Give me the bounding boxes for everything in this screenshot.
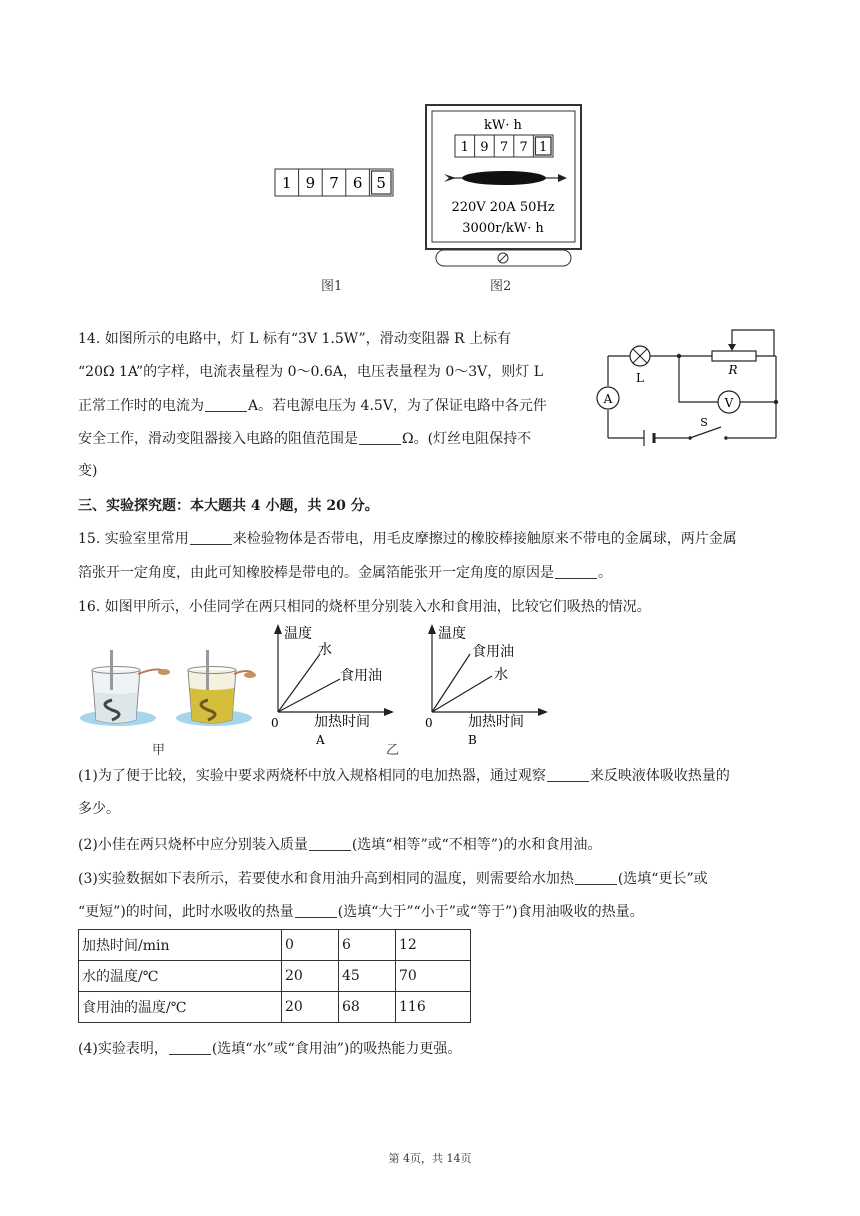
answer-blank[interactable] — [295, 903, 337, 918]
fig1-digit: 1 — [282, 174, 292, 192]
q16-p3-line-2 — [78, 902, 644, 922]
meter-spec-1: 220V 20A 50Hz — [451, 200, 555, 215]
q14-line-4 — [78, 429, 531, 449]
meter-unit: kW· h — [484, 118, 522, 133]
fig2-caption: 图2 — [490, 279, 512, 294]
table-cell: 0 — [282, 930, 339, 961]
q16-p2 — [78, 835, 601, 855]
fig2-digit: 7 — [499, 140, 509, 155]
fig1-caption: 图1 — [321, 279, 343, 294]
q15-line-1-text-a: 15. 实验室里常用 — [78, 531, 189, 547]
switch-label: S — [700, 416, 708, 429]
table-row — [79, 961, 471, 992]
answer-blank[interactable] — [555, 564, 597, 579]
q16-p2-text-a: (2)小佳在两只烧杯中应分别装入质量 — [78, 837, 308, 853]
graph-b-xlabel: 加热时间 — [468, 714, 524, 730]
q14-line-2: “20Ω 1A”的字样，电流表量程为 0～0.6A，电压表量程为 0～3V，则灯 L — [78, 364, 543, 380]
lamp-label: L — [636, 371, 644, 385]
graph-b-lower-line-label: 水 — [494, 667, 508, 683]
table-cell: 加热时间/min — [79, 930, 282, 961]
q16-p3-text-c: “更短”)的时间，此时水吸收的热量 — [78, 904, 294, 920]
figure-1 — [274, 168, 396, 198]
electricity-meter — [424, 104, 584, 270]
figure-jia-label: 甲 — [152, 743, 166, 758]
q14-line-4-text-a: 安全工作，滑动变阻器接入电路的阻值范围是 — [78, 431, 358, 447]
ammeter-label: A — [603, 392, 613, 406]
q16-p4 — [78, 1039, 461, 1059]
section-3-heading: 三、实验探究题：本大题共 4 小题，共 20 分。 — [78, 498, 379, 514]
q14-line-1: 14. 如图所示的电路中，灯 L 标有“3V 1.5W”，滑动变阻器 R 上标有 — [78, 331, 512, 347]
q16-p1-line-2: 多少。 — [78, 801, 120, 817]
table-cell: 12 — [396, 930, 471, 961]
graph-a-xlabel: 加热时间 — [314, 714, 370, 730]
table-cell: 70 — [396, 961, 471, 992]
answer-blank[interactable] — [169, 1040, 211, 1055]
q16-p4-text-b: (选填“水”或“食用油”)的吸热能力更强。 — [211, 1041, 462, 1057]
answer-blank[interactable] — [205, 397, 247, 412]
table-cell: 68 — [339, 992, 396, 1023]
graph-b-upper-line-label: 食用油 — [472, 644, 514, 660]
fig2-digit: 7 — [519, 140, 528, 155]
graph-b-ylabel: 温度 — [438, 626, 466, 642]
graph-a — [268, 624, 398, 749]
q14-line-3 — [78, 396, 547, 416]
q15-line-1 — [78, 529, 737, 549]
q16-p3-text-a: (3)实验数据如下表所示，若要使水和食用油升高到相同的温度，则需要给水加热 — [78, 871, 574, 887]
graph-a-lower-line-label: 食用油 — [340, 668, 382, 684]
q14-line-3-text-a: 正常工作时的电流为 — [78, 398, 204, 414]
fig2-digit: 1 — [539, 140, 548, 155]
q16-p3-text-b: (选填“更长”或 — [617, 871, 708, 887]
q15-line-2-text-b: 。 — [598, 565, 612, 581]
graph-b-name: B — [468, 733, 477, 747]
table-cell: 116 — [396, 992, 471, 1023]
q15-line-2-text-a: 箔张开一定角度，由此可知橡胶棒是带电的。金属箔能张开一定角度的原因是 — [78, 565, 554, 581]
answer-blank[interactable] — [309, 836, 351, 851]
circuit-diagram — [590, 326, 790, 454]
figure-yi-label: 乙 — [386, 743, 400, 758]
fig1-digit: 6 — [352, 174, 363, 192]
q15-line-2 — [78, 563, 612, 583]
q15-line-1-text-b: 来检验物体是否带电，用毛皮摩擦过的橡胶棒接触原来不带电的金属球，两片金属 — [232, 531, 737, 547]
figure-2 — [424, 104, 584, 270]
page-footer: 第 4页，共 14页 — [388, 1152, 472, 1165]
table-cell: 20 — [282, 992, 339, 1023]
q16-p4-text-a: (4)实验表明， — [78, 1041, 168, 1057]
graph-b — [422, 624, 552, 749]
rheostat-label: R — [728, 363, 738, 377]
table-cell: 食用油的温度/℃ — [79, 992, 282, 1023]
answer-blank[interactable] — [190, 530, 232, 545]
table-cell: 20 — [282, 961, 339, 992]
data-table — [78, 929, 471, 1023]
graph-a-name: A — [316, 733, 325, 747]
fig1-digit: 5 — [376, 174, 386, 192]
table-cell: 6 — [339, 930, 396, 961]
q16-p1-text-b: 来反映液体吸收热量的 — [589, 768, 730, 784]
q14-line-3-text-b: A。若电源电压为 4.5V，为了保证电路中各元件 — [248, 398, 547, 414]
meter-spec-2: 3000r/kW· h — [462, 221, 544, 236]
meter-digits-fig1 — [274, 168, 396, 198]
q14-line-4-text-b: Ω。(灯丝电阻保持不 — [402, 431, 532, 447]
q16-p2-text-b: (选填“相等”或“不相等”)的水和食用油。 — [351, 837, 602, 853]
fig1-digit: 7 — [329, 174, 339, 192]
graph-a-upper-line-label: 水 — [318, 642, 332, 658]
fig2-digit: 9 — [480, 140, 489, 155]
q16-p3-line-1 — [78, 869, 708, 889]
voltmeter-label: V — [724, 396, 734, 410]
answer-blank[interactable] — [575, 870, 617, 885]
table-row — [79, 992, 471, 1023]
graph-a-ylabel: 温度 — [284, 626, 312, 642]
q16-p1-text-a: (1)为了便于比较，实验中要求两烧杯中放入规格相同的电加热器，通过观察 — [78, 768, 546, 784]
q16-intro: 16. 如图甲所示，小佳同学在两只相同的烧杯里分别装入水和食用油，比较它们吸热的情况。 — [78, 599, 651, 615]
table-cell: 45 — [339, 961, 396, 992]
graph-a-origin: 0 — [271, 716, 279, 730]
figure-jia-beakers — [76, 648, 256, 748]
fig1-digit: 9 — [305, 174, 316, 192]
graph-b-origin: 0 — [425, 716, 433, 730]
fig2-digit: 1 — [460, 140, 469, 155]
q14-line-5: 变) — [78, 463, 98, 479]
table-cell: 水的温度/℃ — [79, 961, 282, 992]
q16-p3-text-d: (选填“大于”“小于”或“等于”)食用油吸收的热量。 — [337, 904, 644, 920]
table-row — [79, 930, 471, 961]
q16-p1-line-1 — [78, 766, 730, 786]
answer-blank[interactable] — [359, 430, 401, 445]
answer-blank[interactable] — [547, 767, 589, 782]
